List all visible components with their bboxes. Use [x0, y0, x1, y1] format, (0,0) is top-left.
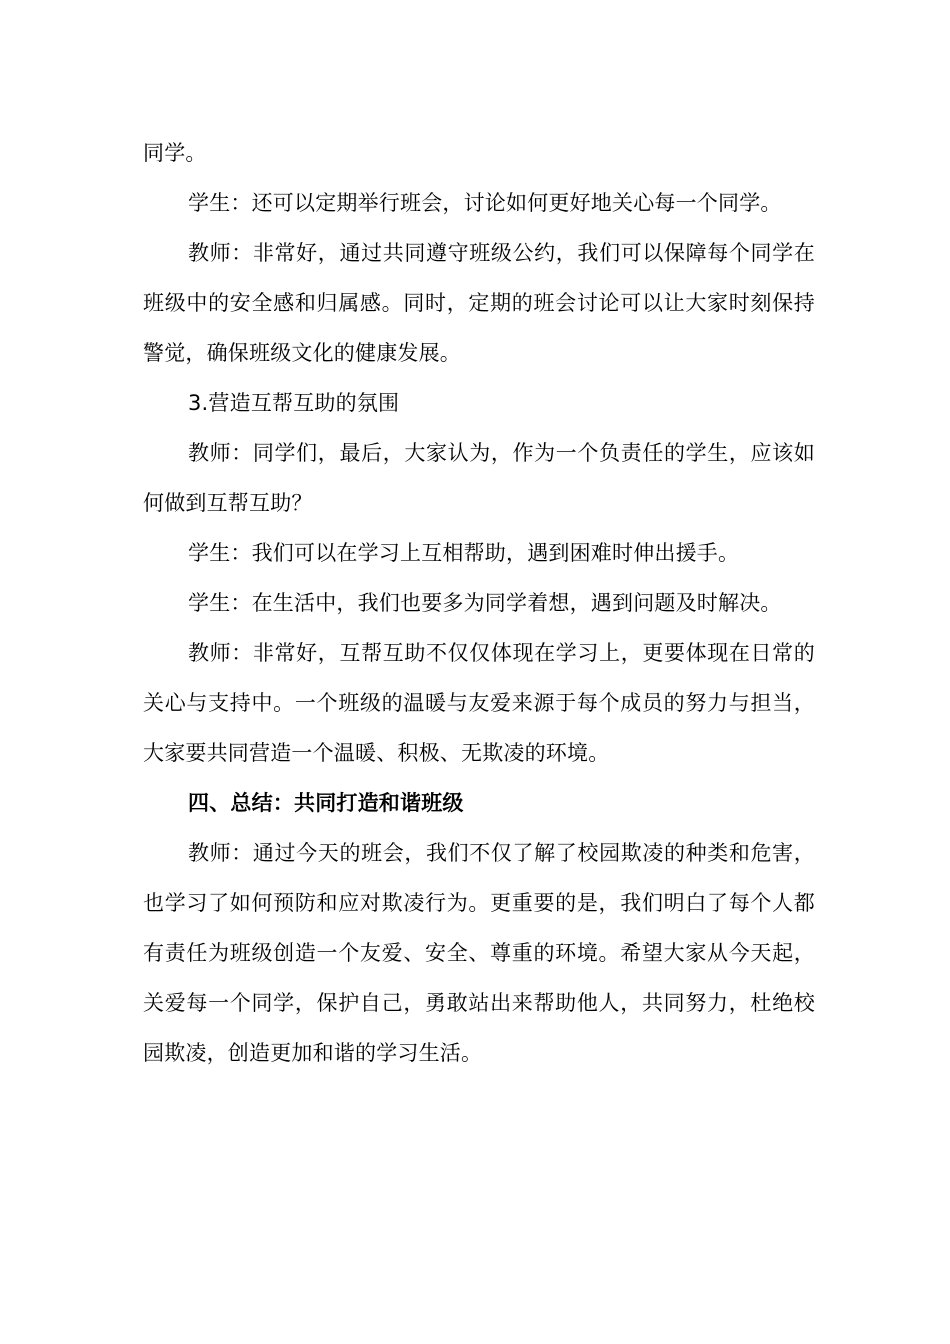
paragraph-teacher-question: 教师：同学们，最后，大家认为，作为一个负责任的学生，应该如何做到互帮互助？: [143, 441, 815, 515]
paragraph-continuation: 同学。: [143, 141, 207, 165]
paragraph-student-reply: 学生：在生活中，我们也要多为同学着想，遇到问题及时解决。: [188, 591, 782, 615]
paragraph-teacher-reply: 教师：非常好，互帮互助不仅仅体现在学习上，更要体现在日常的关心与支持中。一个班级的温暖与友爱来源于每个成员的努力与担当，大家要共同营造一个温暖、积极、无欺凌的环境。: [143, 641, 815, 765]
paragraph-teacher-summary: 教师：通过今天的班会，我们不仅了解了校园欺凌的种类和危害，也学习了如何预防和应对欺凌行为。更重要的是，我们明白了每个人都有责任为班级创造一个友爱、安全、尊重的环境。希望大家从今天起，关爱每一个同学，保护自己，勇敢站出来帮助他人，共同努力，杜绝校园欺凌，创造更加和谐的学习生活。: [143, 841, 815, 1065]
paragraph-teacher-reply: 教师：非常好，通过共同遵守班级公约，我们可以保障每个同学在班级中的安全感和归属感。同时，定期的班会讨论可以让大家时刻保持警觉，确保班级文化的健康发展。: [143, 241, 815, 365]
document-body: [143, 128, 815, 1078]
paragraph-student-reply: 学生：我们可以在学习上互相帮助，遇到困难时伸出援手。: [188, 541, 740, 565]
subsection-title: 3.营造互帮互助的氛围: [188, 391, 400, 415]
paragraph-student-reply: 学生：还可以定期举行班会，讨论如何更好地关心每一个同学。: [188, 191, 782, 215]
section-heading: 四、总结：共同打造和谐班级: [188, 791, 464, 815]
